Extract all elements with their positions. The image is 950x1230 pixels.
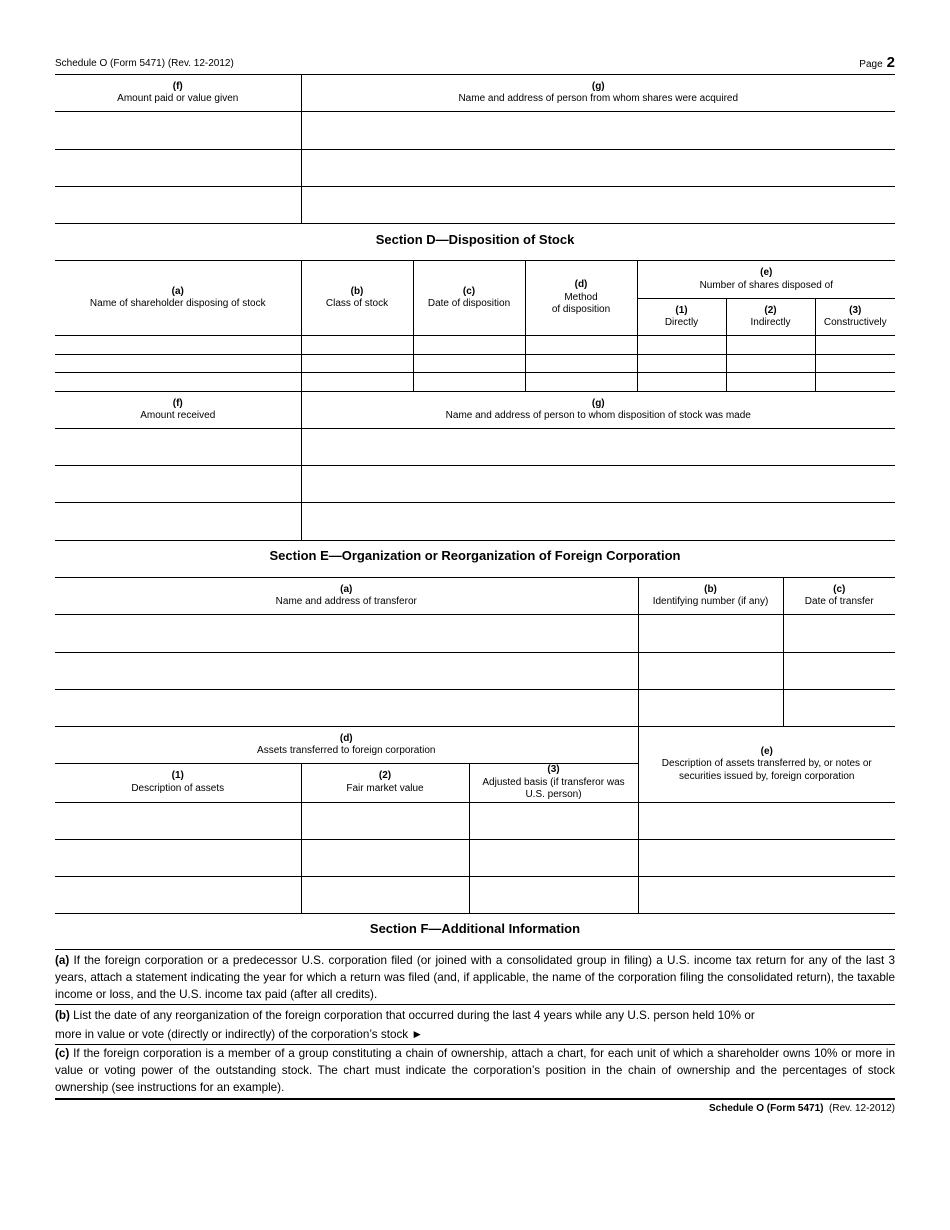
section-e-title: Section E—Organization or Reorganization of Foreign Corporation [269,548,681,563]
header-class-of-stock: (b) Class of stock [301,261,413,336]
header-disposed-to: (g) Name and address of person to whom disposition of stock was made [301,392,895,429]
header-method-of-disposition: (d) Method of disposition [525,261,637,336]
table-row [55,690,895,727]
transferor-field[interactable] [55,615,638,653]
amount-received-field[interactable] [55,466,301,503]
description-of-assets-field[interactable] [55,839,301,876]
acquired-from-field[interactable] [301,112,895,150]
header-adjusted-basis: (3) Adjusted basis (if transferor was U.S. person) [469,764,638,803]
date-of-disposition-field[interactable] [413,373,525,392]
constructively-field[interactable] [815,355,895,373]
indirectly-field[interactable] [726,336,815,355]
shareholder-name-field[interactable] [55,336,301,355]
class-of-stock-field[interactable] [301,336,413,355]
foreign-corp-description-field[interactable] [638,876,895,913]
form-id: Schedule O (Form 5471) (Rev. 12-2012) [55,58,234,69]
method-field[interactable] [525,355,637,373]
section-d-recipient-table [55,391,895,541]
table-row [55,503,895,541]
item-b-text: (b) List the date of any reorganization of the foreign corporation that occurred during the last 4 years while any U.S. person held 10% or more in value or vote (directly or indirectly) of the corporation’s stock ► [55,1006,895,1044]
constructively-field[interactable] [815,373,895,392]
divider [55,1004,895,1005]
header-directly: (1) Directly [637,299,726,336]
footer-divider [55,1098,895,1100]
table-row [55,839,895,876]
page-label: Page [859,59,883,70]
table-row [55,187,895,224]
indirectly-field[interactable] [726,355,815,373]
fair-market-value-field[interactable] [301,802,469,839]
fair-market-value-field[interactable] [301,839,469,876]
amount-paid-field[interactable] [55,150,301,187]
identifying-number-field[interactable] [638,615,783,653]
section-e-transferor-table [55,577,895,727]
fair-market-value-field[interactable] [301,876,469,913]
table-row [55,150,895,187]
table-row [55,355,895,373]
disposed-to-field[interactable] [301,429,895,466]
directly-field[interactable] [637,373,726,392]
description-of-assets-field[interactable] [55,876,301,913]
identifying-number-field[interactable] [638,653,783,690]
table-row [55,653,895,690]
divider [55,949,895,950]
header-assets-transferred: (d) Assets transferred to foreign corporation [55,727,638,764]
directly-field[interactable] [637,336,726,355]
header-constructively: (3) Constructively [815,299,895,336]
method-field[interactable] [525,336,637,355]
adjusted-basis-field[interactable] [469,802,638,839]
class-of-stock-field[interactable] [301,355,413,373]
date-of-transfer-field[interactable] [783,615,895,653]
section-d-title: Section D—Disposition of Stock [375,232,575,247]
date-of-disposition-field[interactable] [413,336,525,355]
identifying-number-field[interactable] [638,690,783,727]
table-row [55,112,895,150]
amount-received-field[interactable] [55,429,301,466]
table-row [55,429,895,466]
disposed-to-field[interactable] [301,503,895,541]
reorganization-date-field[interactable]: more in value or vote (directly or indirectly) of the corporation’s stock ► [55,1028,423,1041]
adjusted-basis-field[interactable] [469,839,638,876]
page-number: 2 [886,54,895,71]
table-row [55,466,895,503]
header-shares-disposed: (e) Number of shares disposed of [637,261,895,299]
adjusted-basis-field[interactable] [469,876,638,913]
date-of-transfer-field[interactable] [783,690,895,727]
header-amount-received: (f) Amount received [55,392,301,429]
date-of-transfer-field[interactable] [783,653,895,690]
disposed-to-field[interactable] [301,466,895,503]
header-description-by-foreign-corp: (e) Description of assets transferred by, or notes or securities issued by, foreign corporation [638,727,895,803]
amount-paid-field[interactable] [55,112,301,150]
transferor-field[interactable] [55,653,638,690]
table-row [55,336,895,355]
header-transferor: (a) Name and address of transferor [55,578,638,615]
header-identifying-number: (b) Identifying number (if any) [638,578,783,615]
section-d-table [55,260,895,392]
page-indicator [859,54,895,71]
description-of-assets-field[interactable] [55,802,301,839]
method-field[interactable] [525,373,637,392]
item-c-text: (c) If the foreign corporation is a member of a group constituting a chain of ownership, attach a chart, for each unit of which a shareholder owns 10% or more in value or voting power of the outstanding stock. The chart must indicate the corporation’s position in the chain of ownership and the percentages of stock ownership (see instructions for an example). [55,1047,895,1094]
header-date-of-disposition: (c) Date of disposition [413,261,525,336]
constructively-field[interactable] [815,336,895,355]
amount-received-field[interactable] [55,503,301,541]
foreign-corp-description-field[interactable] [638,802,895,839]
amount-paid-field[interactable] [55,187,301,224]
table-row [55,373,895,392]
shareholder-name-field[interactable] [55,373,301,392]
section-e-assets-table [55,726,895,914]
header-acquired-from: (g) Name and address of person from whom shares were acquired [301,75,895,112]
section-f-title: Section F—Additional Information [369,921,581,936]
acquired-from-field[interactable] [301,187,895,224]
item-a-text: (a) If the foreign corporation or a predecessor U.S. corporation filed (or joined with a consolidated group in filing) a U.S. income tax return for any of the last 3 years, attach a statement indicating the year for which a return was filed (and, if applicable, the name of the corporation filing the consolidated return), the taxable income or loss, and the U.S. income tax paid (after all credits). [55,954,895,1001]
shareholder-name-field[interactable] [55,355,301,373]
foreign-corp-description-field[interactable] [638,839,895,876]
table-row [55,876,895,913]
header-amount-paid: (f) Amount paid or value given [55,75,301,112]
acquired-from-field[interactable] [301,150,895,187]
header-date-of-transfer: (c) Date of transfer [783,578,895,615]
header-shareholder-name: (a) Name of shareholder disposing of stock [55,261,301,336]
header-description-of-assets: (1) Description of assets [55,764,301,803]
header-fair-market-value: (2) Fair market value [301,764,469,803]
indirectly-field[interactable] [726,373,815,392]
page-header [55,54,895,72]
class-of-stock-field[interactable] [301,373,413,392]
section-c-continuation-table [55,74,895,224]
table-row [55,802,895,839]
table-row [55,615,895,653]
header-indirectly: (2) Indirectly [726,299,815,336]
date-of-disposition-field[interactable] [413,355,525,373]
directly-field[interactable] [637,355,726,373]
page-footer: Schedule O (Form 5471) (Rev. 12-2012) [708,1103,895,1114]
transferor-field[interactable] [55,690,638,727]
